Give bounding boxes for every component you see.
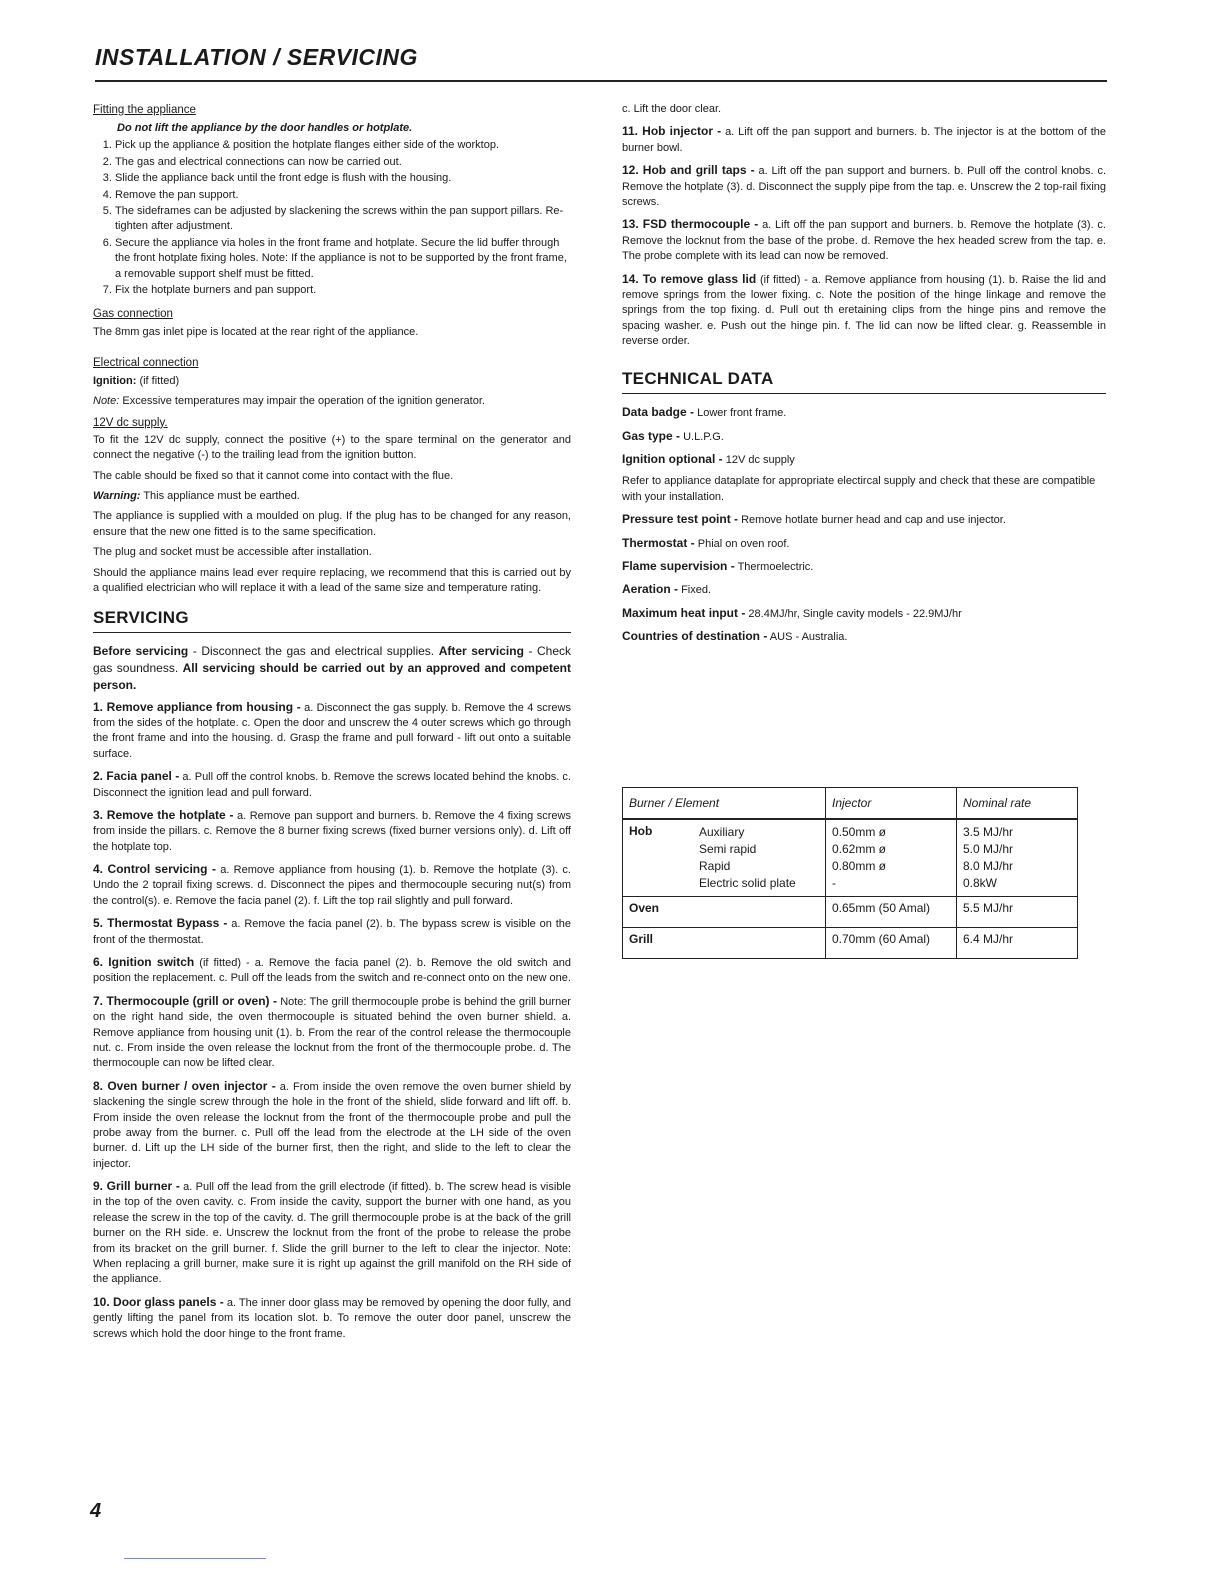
servicing-item-title: 5. Thermostat Bypass -	[93, 916, 228, 931]
tech-key: Data badge -	[622, 405, 695, 420]
tech-line	[622, 628, 1106, 645]
tech-key: Maximum heat input -	[622, 605, 746, 620]
hob-burner-name: Rapid	[699, 859, 731, 873]
table-cell	[957, 819, 1078, 897]
tech-line	[622, 474, 1106, 505]
servicing-item-body: a. From inside the oven remove the oven burner shield by slackening the single screw through the hole in the front of the shield, slide forward and lift off. b. From inside the oven release the locknut from the front of the thermocouple probe and pull the probe away from the burner. c. Pull off the lead from the electrode at the LH side of the oven burner. d. Lift up the LH side of the burner first, then the right, and slide to the left to clear the injector.	[93, 1080, 572, 1170]
electrical-p4: The plug and socket must be accessible after installation.	[93, 546, 372, 559]
gas-heading: Gas connection	[93, 308, 173, 321]
servicing-item-title: 2. Facia panel -	[93, 769, 180, 784]
fitting-step: 3. Slide the appliance back until the front edge is flush with the housing.	[115, 171, 571, 186]
hob-injector: 0.50mm ø	[832, 825, 887, 839]
servicing-item-title: 1. Remove appliance from housing -	[93, 699, 301, 714]
servicing-item-body: a. Remove the facia panel (2). b. The bypass screw is visible on the front of the thermostat.	[93, 918, 571, 946]
servicing-item-body: a. Lift off the pan support and burners. b. The injector is at the bottom of the burner bowl.	[622, 126, 1106, 154]
electrical-p1: To fit the 12V dc supply, connect the positive (+) to the spare terminal on the generator and connect the negative (-) to the trailing lead from the ignition button.	[93, 433, 571, 462]
tech-line	[622, 511, 1106, 528]
note-text: Excessive temperatures may impair the operation of the ignition generator.	[122, 395, 485, 408]
dc-heading: 12V dc supply.	[93, 416, 168, 429]
tech-key: Thermostat -	[622, 535, 695, 550]
after-servicing-label: After servicing	[438, 644, 524, 659]
servicing-item	[93, 861, 571, 909]
fitting-step: 5. The sideframes can be adjusted by slackening the screws within the pan support pillars. Re-tighten after adjustment.	[115, 204, 571, 235]
servicing-item-title: 9. Grill burner -	[93, 1179, 180, 1194]
servicing-intro	[93, 643, 571, 693]
servicing-item	[93, 768, 571, 801]
electrical-p2: The cable should be fixed so that it cannot come into contact with the flue.	[93, 469, 454, 482]
servicing-item	[93, 807, 571, 855]
hob-rate: 3.5 MJ/hr	[963, 825, 1014, 839]
tech-value: Refer to appliance dataplate for appropriate electircal supply and check that these are compatible with your installation.	[622, 475, 1096, 503]
fitting-step: 4. Remove the pan support.	[115, 188, 571, 203]
page-number: 4	[90, 1500, 102, 1522]
servicing-item	[93, 1294, 571, 1342]
servicing-item-title: 11. Hob injector -	[622, 124, 722, 139]
injector-table	[622, 787, 1078, 959]
note-label: Note:	[93, 395, 120, 408]
tech-line	[622, 535, 1106, 552]
tech-line	[622, 605, 1106, 622]
servicing-item-title: 12. Hob and grill taps -	[622, 163, 755, 178]
grill-label: Grill	[623, 928, 826, 959]
servicing-item-title: 6. Ignition switch	[93, 955, 195, 970]
servicing-item	[622, 216, 1106, 264]
tech-value: Remove hotlate burner head and cap and use injector.	[741, 514, 1006, 527]
hob-injector: -	[832, 876, 836, 890]
fitting-steps	[93, 138, 571, 298]
warning-text: This appliance must be earthed.	[143, 490, 300, 503]
ignition-line	[93, 374, 571, 389]
tech-value: Thermoelectric.	[737, 561, 814, 573]
left-column	[93, 102, 571, 1348]
ignition-text: (if fitted)	[139, 374, 180, 387]
fitting-step: 6. Secure the appliance via holes in the front frame and hotplate. Secure the lid buffer through the front hotplate fixing holes. Note: If the appliance is not to be supported by the front frame, a removable support shelf must be fitted.	[115, 236, 571, 282]
electrical-heading: Electrical connection	[93, 356, 199, 369]
servicing-item-title: 14. To remove glass lid	[622, 271, 757, 286]
servicing-item	[622, 271, 1106, 350]
tech-value: Fixed.	[681, 584, 712, 597]
warning-label: Warning:	[93, 490, 141, 503]
tech-line	[622, 428, 1106, 445]
hob-label: Hob	[629, 824, 653, 838]
electrical-p5: Should the appliance mains lead ever require replacing, we recommend that this is carried out by a qualified electrician who will replace it with a lead of the same size and temperature rating.	[93, 566, 571, 594]
hob-burner-name: Auxiliary	[699, 825, 745, 839]
servicing-item	[622, 123, 1106, 156]
servicing-item-body: a. Pull off the lead from the grill electrode (if fitted). b. The screw head is visible in the top of the oven cavity. c. From inside the cavity, support the burner with one hand, as you release the screw in the top of the cavity. d. The grill thermocouple probe is at the back of the grill burner on the RH side. e. Unscrew the locknut from the front of the probe to release the probe from its bracket on the grill burner. f. Slide the grill burner to the left to clear the injector. Note: When replacing a grill burner, make sure it is right up against the grill manifold on the RH side of the appliance.	[93, 1181, 571, 1286]
servicing-item	[93, 915, 571, 948]
servicing-item-body: (if fitted) - a. Remove the facia panel (2). b. Remove the old switch and position the replacement. c. Pull off the leads from the switch and re-connect onto on the new one.	[93, 957, 571, 985]
tech-line	[622, 451, 1106, 468]
servicing-item-title: 8. Oven burner / oven injector -	[93, 1078, 276, 1093]
table-cell	[826, 819, 957, 897]
right-column	[622, 102, 1106, 652]
servicing-item	[622, 102, 1106, 117]
tech-value: 28.4MJ/hr, Single cavity models - 22.9MJ/hr	[748, 607, 962, 620]
hob-injector: 0.80mm ø	[832, 859, 887, 873]
servicing-item-title: 10. Door glass panels -	[93, 1294, 224, 1309]
header-rule	[95, 80, 1107, 82]
tech-value: Lower front frame.	[697, 407, 787, 420]
tech-value: U.L.P.G.	[683, 430, 724, 443]
footer-rule	[124, 1558, 266, 1559]
servicing-item-body: a. Disconnect the gas supply. b. Remove the 4 screws from the sides of the hotplate. c. Open the door and unscrew the 4 outer screws which go through the front frame and into the housing. d. Grasp the frame and pull forward - lift out onto a suitable surface.	[93, 701, 571, 760]
fitting-warning: Do not lift the appliance by the door handles or hotplate.	[117, 122, 413, 135]
fitting-step: 2. The gas and electrical connections can now be carried out.	[115, 155, 571, 170]
tech-key: Ignition optional -	[622, 452, 723, 467]
servicing-item-body: a. The inner door glass may be removed by opening the door fully, and gently lifting the panel from its location slot. b. To remove the outer door panel, unscrew the screws which hold the door hinge to the front frame.	[93, 1296, 571, 1340]
tech-line	[622, 581, 1106, 598]
servicing-item-body: a. Pull off the control knobs. b. Remove the screws located behind the knobs. c. Disconnect the ignition lead and pull forward.	[93, 771, 571, 799]
servicing-heading: SERVICING	[93, 606, 571, 633]
table-header: Injector	[826, 788, 957, 820]
ignition-label: Ignition:	[93, 374, 137, 387]
servicing-item	[622, 162, 1106, 210]
hob-burner-name: Semi rapid	[699, 842, 757, 856]
table-header-row	[623, 788, 1078, 820]
servicing-item-body: a. Remove pan support and burners. b. Remove the 4 fixing screws from inside the pillars. c. Remove the 8 burner fixing screws (fixed burner versions only). d. Lift off the hotplate top.	[93, 809, 571, 853]
hob-rate: 0.8kW	[963, 876, 998, 890]
technical-heading: TECHNICAL DATA	[622, 367, 1106, 394]
table-cell	[623, 819, 826, 897]
servicing-item	[93, 1178, 571, 1288]
servicing-item-body: a. Lift off the pan support and burners. b. Pull off the control knobs. c. Remove the hotplate (3). d. Disconnect the supply pipe from the tap. e. Unscrew the 2 top-rail fixing screws.	[622, 165, 1106, 208]
hob-burner-name: Electric solid plate	[699, 876, 796, 890]
servicing-item-body: a. Lift off the pan support and burners. b. Remove the hotplate (3). c. Remove the locknut from the base of the probe. d. Remove the hex headed screw from the tap. e. The probe complete with its lead can now be removed.	[622, 219, 1106, 263]
hob-injector: 0.62mm ø	[832, 842, 887, 856]
tech-key: Aeration -	[622, 582, 679, 597]
servicing-item-title: 13. FSD thermocouple -	[622, 217, 759, 232]
competent-person-note: All servicing should be carried out by an approved and competent person.	[93, 660, 571, 692]
electrical-p3: The appliance is supplied with a moulded on plug. If the plug has to be changed for any reason, ensure that the new one fitted is to the same specification.	[93, 510, 571, 538]
note-line	[93, 394, 571, 409]
fitting-step: 1. Pick up the appliance & position the hotplate flanges either side of the worktop.	[115, 138, 571, 153]
fitting-step: 7. Fix the hotplate burners and pan support.	[115, 283, 571, 298]
servicing-item	[93, 993, 571, 1072]
tech-value: 12V dc supply	[725, 454, 795, 467]
page-title: INSTALLATION / SERVICING	[95, 44, 418, 70]
warning-line	[93, 489, 571, 504]
servicing-item-body: Note: The grill thermocouple probe is behind the grill burner on the right hand side, the oven thermocouple is situated behind the oven burner shield. a. Remove appliance from housing unit (1). b. From the rear of the control release the thermocouple nut. c. From inside the oven release the locknut from the front of the thermocouple probe. d. The thermocouple can now be lifted clear.	[93, 995, 571, 1070]
table-row	[623, 897, 1078, 928]
servicing-item-body: a. Remove appliance from housing (1). b. Remove the hotplate (3). c. Undo the 2 toprail fixing screws. d. Disconnect the pipes and thermocouple securing nut(s) from the control(s). e. Remove the facia panel (2). f. Lift the top rail slightly and pull forward.	[93, 864, 571, 907]
tech-line	[622, 404, 1106, 421]
servicing-item-title: 4. Control servicing -	[93, 862, 216, 877]
servicing-item-title: 7. Thermocouple (grill or oven) -	[93, 993, 277, 1008]
servicing-item-body: c. Lift the door clear.	[622, 103, 722, 115]
grill-injector: 0.70mm (60 Amal)	[826, 928, 957, 959]
oven-injector: 0.65mm (50 Amal)	[826, 897, 957, 928]
table-row	[623, 928, 1078, 959]
table-header: Burner / Element	[623, 788, 826, 820]
tech-value: Phial on oven roof.	[697, 537, 790, 550]
servicing-item	[93, 699, 571, 763]
after-servicing-text: - Check gas soundness.	[93, 644, 572, 675]
servicing-item-title: 3. Remove the hotplate -	[93, 807, 234, 822]
tech-key: Countries of destination -	[622, 629, 768, 644]
tech-key: Flame supervision -	[622, 559, 735, 573]
gas-text: The 8mm gas inlet pipe is located at the rear right of the appliance.	[93, 326, 419, 339]
oven-label: Oven	[623, 897, 826, 928]
tech-value: AUS - Australia.	[769, 631, 848, 644]
oven-rate: 5.5 MJ/hr	[957, 897, 1078, 928]
before-servicing-text: - Disconnect the gas and electrical supplies.	[192, 644, 435, 659]
servicing-item	[93, 954, 571, 987]
tech-key: Pressure test point -	[622, 512, 739, 527]
tech-key: Gas type -	[622, 428, 681, 443]
before-servicing-label: Before servicing	[93, 644, 189, 659]
servicing-item-body: (if fitted) - a. Remove appliance from housing (1). b. Raise the lid and remove springs from the lower fixing. c. Note the position of the hinge linkage and remove the springs from the top fixing. d. Pull out th eretaining clips from the hinge pins and remove the spacing washer. e. Push out the hinge pin. f. The lid can now be lifted clear. g. Reassemble in reverse order.	[622, 273, 1106, 348]
table-header: Nominal rate	[957, 788, 1078, 820]
hob-rate: 5.0 MJ/hr	[963, 842, 1014, 856]
fitting-heading: Fitting the appliance	[93, 104, 196, 116]
grill-rate: 6.4 MJ/hr	[957, 928, 1078, 959]
table-row	[623, 819, 1078, 897]
servicing-item	[93, 1078, 571, 1172]
hob-rate: 8.0 MJ/hr	[963, 859, 1014, 873]
tech-line	[622, 558, 1106, 575]
